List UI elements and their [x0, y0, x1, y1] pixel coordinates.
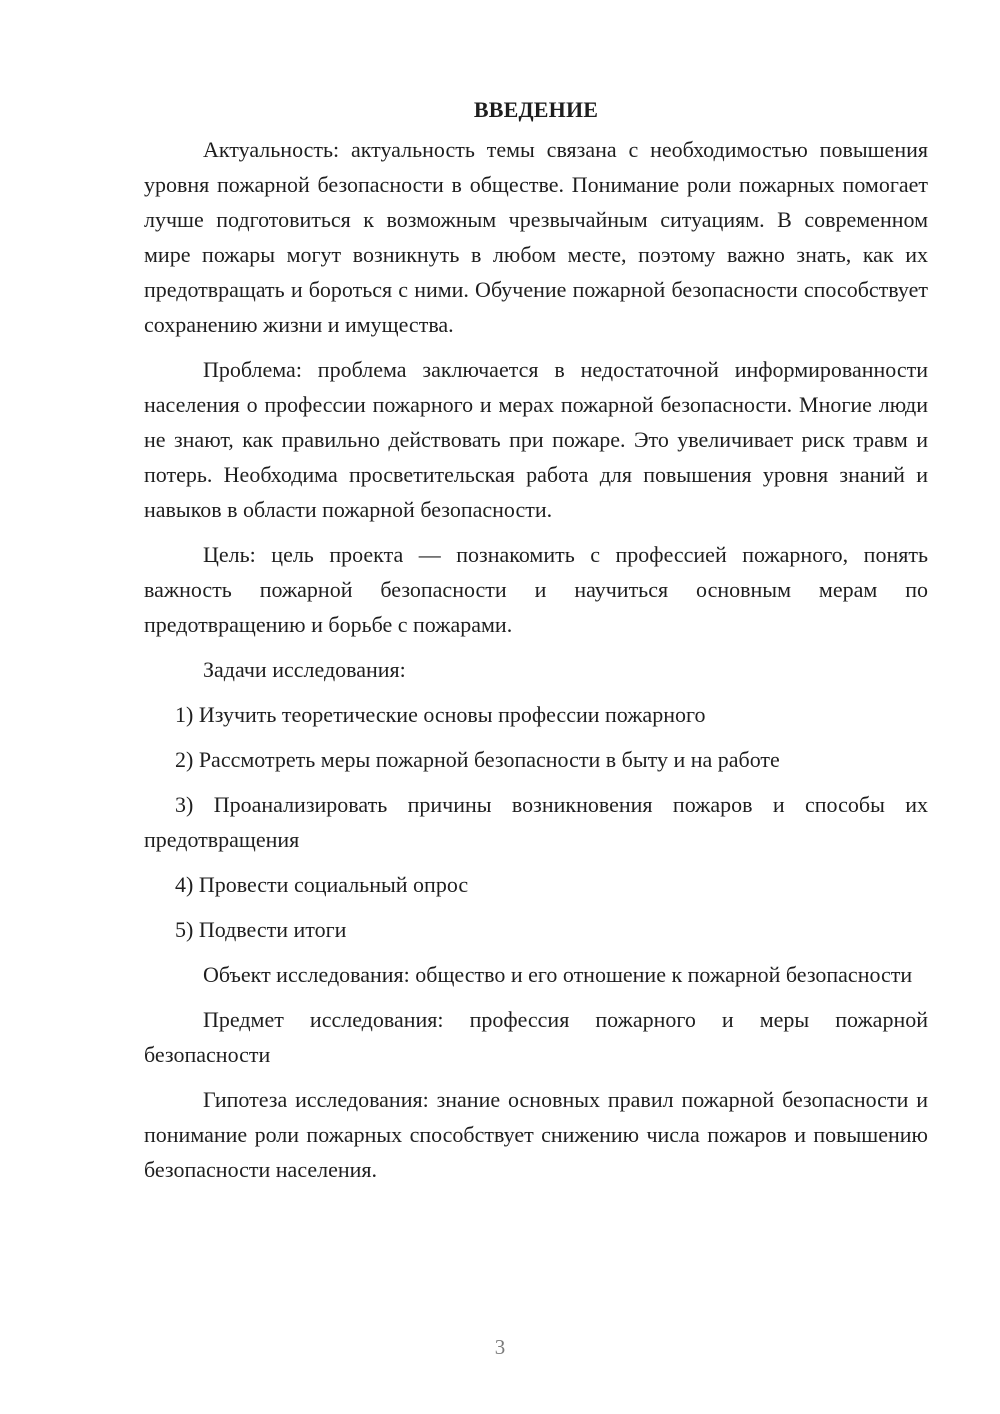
paragraph-subject: Предмет исследования: профессия пожарного и меры пожарной безопасности	[144, 1007, 928, 1067]
task-item: 1) Изучить теоретические основы профессии пожарного	[175, 702, 706, 727]
paragraph-goal: Цель: цель проекта — познакомить с профессией пожарного, понять важность пожарной безопасности и научиться основным мерам по предотвращению и борьбе с пожарами.	[144, 542, 928, 637]
task-item: 5) Подвести итоги	[175, 917, 347, 942]
page-number: 3	[494, 1335, 506, 1359]
paragraph-object: Объект исследования: общество и его отношение к пожарной безопасности	[203, 962, 913, 987]
page-content	[144, 92, 928, 1197]
page-title: ВВЕДЕНИЕ	[473, 97, 599, 122]
task-item: 3) Проанализировать причины возникновения пожаров и способы их предотвращения	[144, 792, 928, 852]
task-item: 2) Рассмотреть меры пожарной безопасности в быту и на работе	[175, 747, 780, 772]
paragraph-relevance: Актуальность: актуальность темы связана с необходимостью повышения уровня пожарной безопасности в обществе. Понимание роли пожарных помогает лучше подготовиться к возможным чрезвычайным ситуациям. В современном мире пожары могут возникнуть в любом месте, поэтому важно знать, как их предотвращать и бороться с ними. Обучение пожарной безопасности способствует сохранению жизни и имущества.	[144, 137, 928, 337]
paragraph-problem: Проблема: проблема заключается в недостаточной информированности населения о профессии пожарного и мерах пожарной безопасности. Многие люди не знают, как правильно действовать при пожаре. Это увеличивает риск травм и потерь. Необходима просветительская работа для повышения уровня знаний и навыков в области пожарной безопасности.	[144, 357, 928, 522]
paragraph-hypothesis: Гипотеза исследования: знание основных правил пожарной безопасности и понимание роли пожарных способствует снижению числа пожаров и повышению безопасности населения.	[144, 1087, 928, 1182]
task-item: 4) Провести социальный опрос	[175, 872, 469, 897]
tasks-heading: Задачи исследования:	[203, 657, 406, 682]
